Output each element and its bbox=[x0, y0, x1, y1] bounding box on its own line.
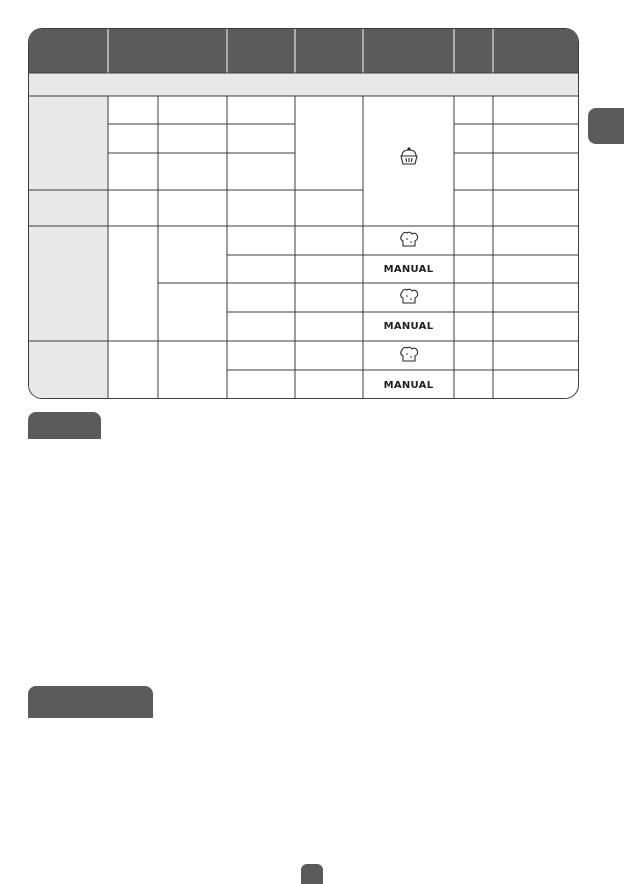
table-grid bbox=[29, 29, 579, 399]
section-header-tab-1 bbox=[28, 412, 101, 439]
column-borders bbox=[108, 96, 493, 399]
table-subheader-row bbox=[29, 73, 579, 96]
chef-hat-icon-row5 bbox=[401, 232, 418, 246]
section-header-tab-2 bbox=[28, 686, 153, 718]
cupcake-icon bbox=[401, 147, 417, 164]
chef-hat-icon-row7 bbox=[401, 289, 418, 303]
manual-label-row8: MANUAL bbox=[383, 321, 434, 332]
row-borders bbox=[29, 73, 579, 370]
manual-label-row6: MANUAL bbox=[383, 263, 434, 275]
page-number-tab bbox=[301, 864, 323, 884]
table-header-row bbox=[29, 29, 579, 73]
language-side-tab bbox=[588, 108, 624, 144]
manual-label-row10: MANUAL bbox=[383, 379, 434, 391]
chef-hat-icon-row9 bbox=[401, 347, 418, 361]
settings-table bbox=[28, 28, 579, 399]
first-column-shade bbox=[29, 96, 108, 399]
